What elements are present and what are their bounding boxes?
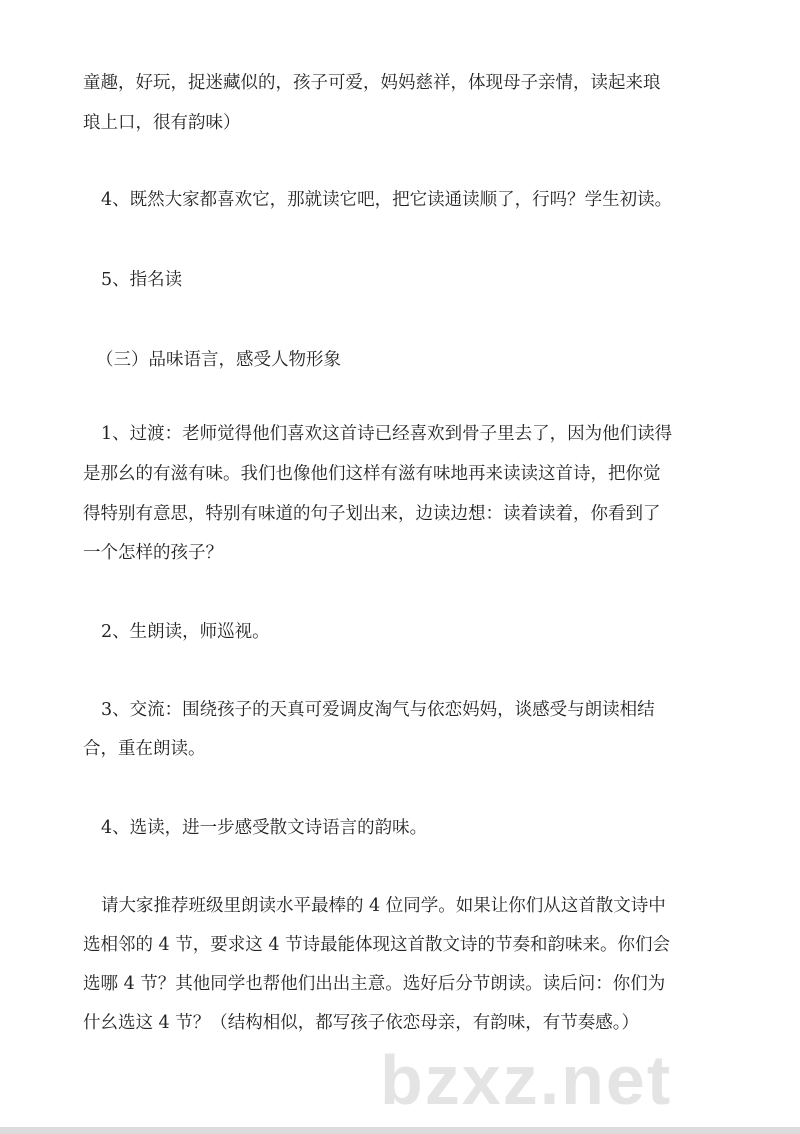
- paragraph-line: 1、过渡：老师觉得他们喜欢这首诗已经喜欢到骨子里去了，因为他们读得: [101, 424, 673, 444]
- paragraph-line: 得特别有意思，特别有味道的句子划出来，边读边想：读着读着，你看到了: [83, 504, 661, 524]
- paragraph-line: 5、指名读: [101, 270, 183, 290]
- paragraph-line: 什幺选这 4 节？（结构相似，都写孩子依恋母亲，有韵味，有节奏感。）: [83, 1013, 640, 1033]
- paragraph-line: 童趣，好玩，捉迷藏似的，孩子可爱，妈妈慈祥，体现母子亲情，读起来琅: [83, 73, 661, 93]
- paragraph-line: 3、交流：围绕孩子的天真可爱调皮淘气与依恋妈妈，谈感受与朗读相结: [101, 700, 655, 720]
- paragraph-line: 是那幺的有滋有味。我们也像他们这样有滋有味地再来读读这首诗，把你觉: [83, 464, 661, 484]
- paragraph-line: 2、生朗读，师巡视。: [101, 622, 270, 642]
- paragraph-line: 4、选读，进一步感受散文诗语言的韵味。: [101, 818, 428, 838]
- section-heading: （三）品味语言，感受人物形象: [96, 350, 341, 370]
- paragraph-line: 4、既然大家都喜欢它，那就读它吧，把它读通读顺了，行吗？学生初读。: [101, 190, 673, 210]
- watermark: bzxz.net: [380, 1041, 673, 1119]
- paragraph-line: 一个怎样的孩子？: [83, 543, 223, 563]
- paragraph-line: 琅上口，很有韵味）: [83, 113, 241, 133]
- paragraph-line: 请大家推荐班级里朗读水平最棒的 4 位同学。如果让你们从这首散文诗中: [101, 896, 666, 916]
- paragraph-line: 选相邻的 4 节，要求这 4 节诗最能体现这首散文诗的节奏和韵味来。你们会: [83, 935, 671, 955]
- paragraph-line: 选哪 4 节？其他同学也帮他们出出主意。选好后分节朗读。读后问：你们为: [83, 974, 666, 994]
- paragraph-line: 合，重在朗读。: [83, 739, 206, 759]
- page-bottom-edge: [0, 1127, 800, 1134]
